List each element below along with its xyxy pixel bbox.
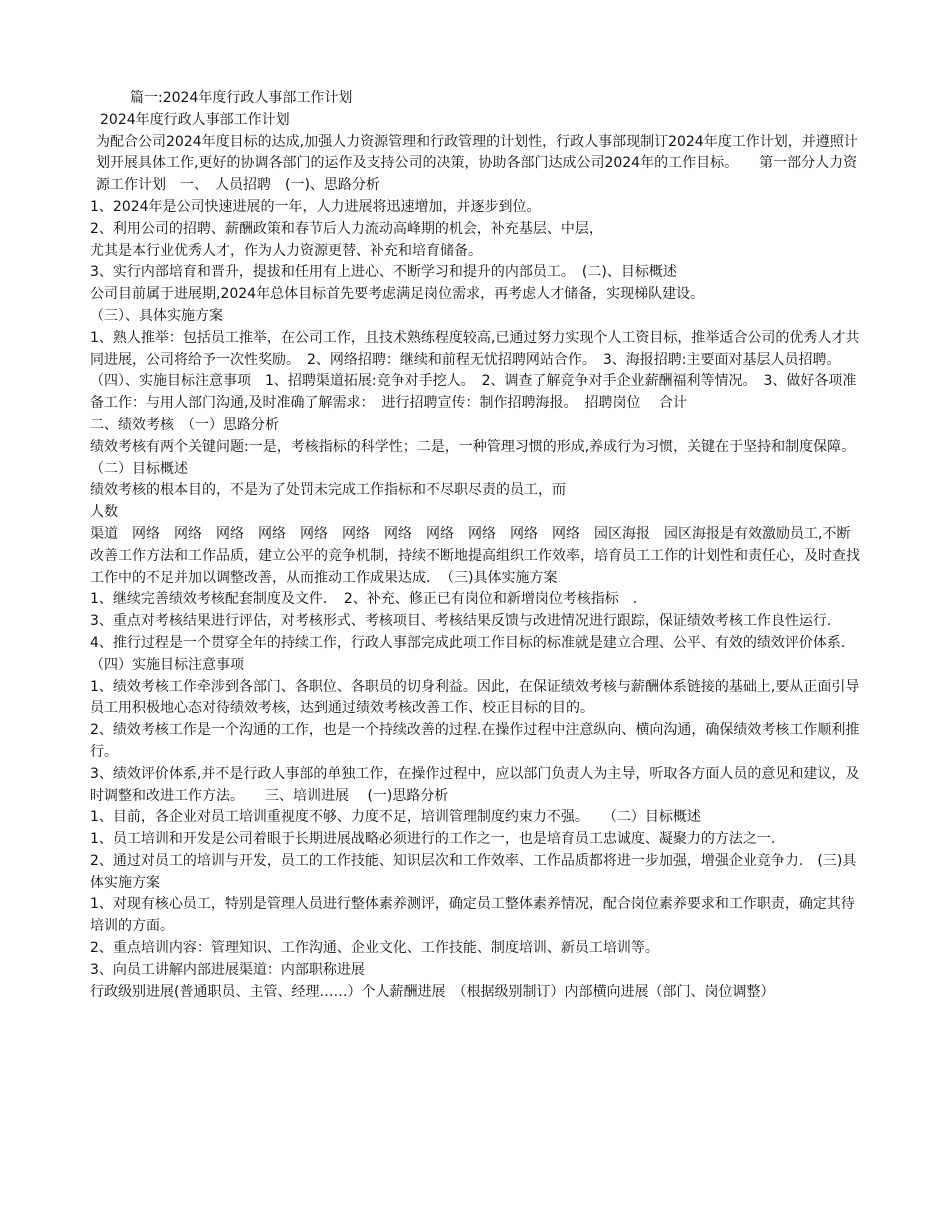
paragraph: 3、绩效评价体系,并不是行政人事部的单独工作，在操作过程中，应以部门负责人为主导，听取各方面人员的意见和建议，及时调整和改进工作方法。 三、培训进展 (一)思路分析 <box>90 765 860 804</box>
paragraph: 1、继续完善绩效考核配套制度及文件． 2、补充、修正已有岗位和新增岗位考核指标 . <box>90 591 638 608</box>
paragraph: 1、熟人推举：包括员工推举，在公司工作，且技术熟练程度较高,已通过努力实现个人工资目标，推举适合公司的优秀人才共同进展，公司将给予一次性奖励。 2、网络招聘：继续和前程无忧招聘网站合作。 3、海报招聘:主要面对基层人员招聘。 （四）、实施目标注意事项 1、招聘渠道拓展:竞争对手挖人。 2、调查了解竞争对手企业薪酬福利等情况。 3、做好各项准备工作：与用人部门沟通,及时准确了解需求： 进行招聘宣传：制作招聘海报。 招聘岗位 合计 <box>90 329 860 412</box>
paragraph: 1、2024年是公司快速进展的一年，人力进展将迅速增加，并逐步到位。 <box>90 198 541 215</box>
paragraph: 绩效考核有两个关键问题:一是，考核指标的科学性；二是，一种管理习惯的形成,养成行为习惯，关键在于坚持和制度保障。 （二）目标概述 <box>90 438 877 477</box>
paragraph: 行政级别进展(普通职员、主管、经理……）个人薪酬进展 （根据级别制订）内部横向进展（部门、岗位调整） <box>90 983 775 1000</box>
paragraph: 1、员工培训和开发是公司着眼于长期进展战略必须进行的工作之一，也是培育员工忠诚度、凝聚力的方法之一. <box>90 831 776 848</box>
paragraph: 4、推行过程是一个贯穿全年的持续工作，行政人事部完成此项工作目标的标准就是建立合理、公平、有效的绩效评价体系. （四）实施目标注意事项 <box>90 634 860 673</box>
paragraph: 二、绩效考核 （一）思路分析 <box>90 416 279 433</box>
paragraph: 2、利用公司的招聘、薪酬政策和春节后人力流动高峰期的机会，补充基层、中层， <box>90 220 603 237</box>
document-title: 2024年度行政人事部工作计划 <box>100 111 290 128</box>
paragraph: 2、重点培训内容：管理知识、工作沟通、企业文化、工作技能、制度培训、新员工培训等。 <box>90 940 659 957</box>
paragraph: 1、目前，各企业对员工培训重视度不够、力度不足，培训管理制度约束力不强。 （二）目标概述 <box>90 809 701 826</box>
paragraph: 人数 <box>90 504 118 521</box>
paragraph: 1、对现有核心员工，特别是管理人员进行整体素养测评，确定员工整体素养情况，配合岗位素养要求和工作职责，确定其待培训的方面。 <box>90 896 855 935</box>
paragraph: 为配合公司2024年度目标的达成,加强人力资源管理和行政管理的计划性，行政人事部现制订2024年度工作计划，并遵照计划开展具体工作,更好的协调各部门的运作及支持公司的决策，协助各部门达成公司2024年的工作目标。 第一部分人力资源工作计划 一、 人员招聘 (一)、思路分析 <box>96 133 858 194</box>
paragraph: 尤其是本行业优秀人才，作为人力资源更替、补充和培育储备。 <box>90 242 482 259</box>
paragraph: 3、向员工讲解内部进展渠道：内部职称进展 <box>90 961 365 978</box>
paragraph: 2、通过对员工的培训与开发，员工的工作技能、知识层次和工作效率、工作品质都将进一步加强，增强企业竞争力. (三)具体实施方案 <box>90 852 857 891</box>
paragraph: （三）、具体实施方案 <box>90 307 223 324</box>
paragraph: 3、实行内部培育和晋升，提拔和任用有上进心、不断学习和提升的内部员工。 (二)、目标概述 <box>90 264 677 281</box>
document-heading: 篇一:2024年度行政人事部工作计划 <box>130 90 353 106</box>
paragraph: 1、绩效考核工作牵涉到各部门、各职位、各职员的切身利益。因此，在保证绩效考核与薪酬体系链接的基础上,要从正面引导员工用积极地心态对待绩效考核，达到通过绩效考核改善工作、校正目标的目的。 <box>90 678 860 717</box>
paragraph: 绩效考核的根本目的，不是为了处罚未完成工作指标和不尽职尽责的员工，而 <box>90 482 566 499</box>
paragraph: 渠道 网络 网络 网络 网络 网络 网络 网络 网络 网络 网络 网络 园区海报 园区海报是有效激励员工,不断改善工作方法和工作品质，建立公平的竞争机制，持续不断地提高组织工作效率，培育员工工作的计划性和责任心，及时查找工作中的不足并加以调整改善，从而推动工作成果达成． （三)具体实施方案 <box>90 525 860 586</box>
paragraph: 公司目前属于进展期,2024年总体目标首先要考虑满足岗位需求，再考虑人才储备，实现梯队建设。 <box>90 286 705 303</box>
paragraph: 2、绩效考核工作是一个沟通的工作，也是一个持续改善的过程.在操作过程中注意纵向、横向沟通，确保绩效考核工作顺利推行。 <box>90 722 860 760</box>
paragraph: 3、重点对考核结果进行评估，对考核形式、考核项目、考核结果反馈与改进情况进行跟踪，保证绩效考核工作良性运行. <box>90 613 832 630</box>
document-page <box>90 88 877 1003</box>
